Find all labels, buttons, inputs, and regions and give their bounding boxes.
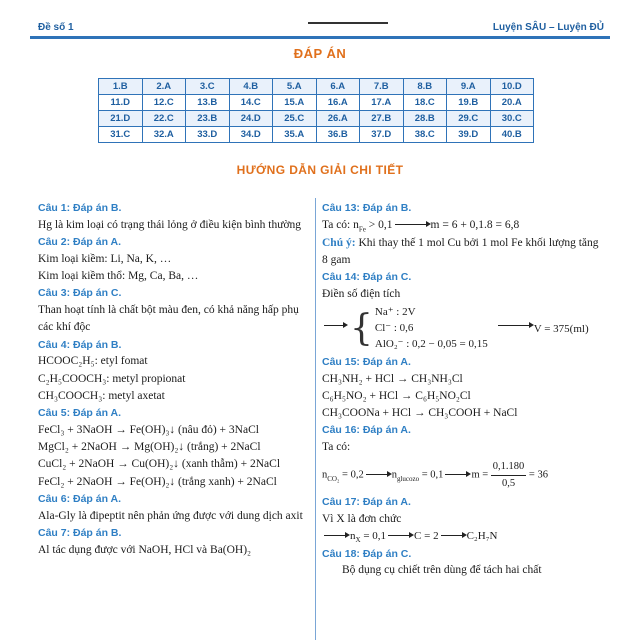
equation-part: = 0,1 <box>419 470 444 482</box>
equation: FeCl₂ + 2NaOH → Fe(OH)₂↓ (trắng xanh) + 2NaCl <box>38 475 277 488</box>
solution-title: HƯỚNG DẪN GIẢI CHI TIẾT <box>236 163 404 177</box>
answer-cell: 34.D <box>229 127 273 143</box>
solution-text: Kim loại kiềm: Li, Na, K, … <box>38 252 172 265</box>
solution-text: C₂H₅COOCH₃: metyl propionat <box>38 372 186 385</box>
note-label: Chú ý: <box>322 236 356 249</box>
right-column <box>322 200 604 580</box>
answer-cell: 19.B <box>447 95 491 111</box>
answer-table <box>98 78 534 143</box>
answer-cell: 13.B <box>186 95 230 111</box>
equation-part: Ta có: n <box>322 218 359 231</box>
system-lines <box>375 305 488 353</box>
fraction-numerator: 0,1.180 <box>491 459 527 476</box>
answer-cell: 26.A <box>316 111 360 127</box>
answer-cell: 24.D <box>229 111 273 127</box>
answer-cell: 39.D <box>447 127 491 143</box>
equation <box>322 528 604 546</box>
header-right: Luyện SÂU – Luyện ĐỦ <box>492 22 604 33</box>
arrow-icon <box>441 535 465 536</box>
equation: CH₃COONa + HCl → CH₃COOH + NaCl <box>322 407 518 420</box>
system-line: Na⁺ : 2V <box>374 306 416 319</box>
question-heading: Câu 5: Đáp án A. <box>38 407 122 419</box>
equation: CuCl₂ + 2NaOH → Cu(OH)₂↓ (xanh thẫm) + 2NaCl <box>38 458 281 471</box>
answer-cell: 25.C <box>273 111 317 127</box>
answer-cell: 17.A <box>360 95 404 111</box>
question-heading: Câu 6: Đáp án A. <box>38 492 122 505</box>
answer-row <box>99 111 534 127</box>
question-heading: Câu 1: Đáp án B. <box>38 202 122 214</box>
equation-part: n <box>322 470 328 482</box>
left-column <box>38 200 308 559</box>
note-text: Khi thay thế 1 mol Cu bởi 1 mol Fe khối lượng tăng 8 gam <box>322 236 599 266</box>
brace-icon: { <box>350 307 373 349</box>
answer-cell: 32.A <box>142 127 186 143</box>
solution-text: Điền số điện tích <box>322 287 401 300</box>
arrow-icon <box>324 325 346 326</box>
answer-cell: 16.A <box>316 95 360 111</box>
answer-cell: 40.B <box>490 127 534 143</box>
solution-text: Hg là kim loại có trạng thái lỏng ở điều kiện bình thường <box>38 218 302 231</box>
question-heading: Câu 14: Đáp án C. <box>322 271 412 284</box>
solution-text: Vì X là đơn chức <box>322 512 402 525</box>
question-heading: Câu 4: Đáp án B. <box>38 338 122 351</box>
answer-cell: 7.B <box>360 79 404 95</box>
answer-cell: 9.A <box>447 79 491 95</box>
answer-cell: 27.B <box>360 111 404 127</box>
answer-cell: 4.B <box>229 79 273 95</box>
question-heading: Câu 13: Đáp án B. <box>322 202 412 214</box>
answer-cell: 21.D <box>99 111 143 127</box>
equation: C₆H₅NO₂ + HCl → C₆H₅NO₂Cl <box>322 389 471 402</box>
solution-text: Ta có: <box>322 441 351 454</box>
arrow-icon <box>445 474 469 475</box>
answer-cell: 12.C <box>142 95 186 111</box>
fraction-denominator: 0,5 <box>501 478 516 490</box>
answer-cell: 31.C <box>99 127 143 143</box>
question-heading: Câu 16: Đáp án A. <box>322 424 411 437</box>
answer-cell: 15.A <box>273 95 317 111</box>
solution-text: Al tác dụng được với NaOH, HCl và Ba(OH)₂ <box>38 543 252 556</box>
question-heading: Câu 15: Đáp án A. <box>322 355 411 368</box>
solution-text: Bộ dụng cụ chiết trên dùng để tách hai chất <box>342 564 542 577</box>
system-line: Cl⁻ : 0,6 <box>374 321 414 334</box>
equation-part: n <box>391 470 397 482</box>
equation: MgCl₂ + 2NaOH → Mg(OH)₂↓ (trắng) + 2NaCl <box>38 441 261 453</box>
solution-text: Kim loại kiềm thổ: Mg, Ca, Ba, … <box>38 270 199 282</box>
equation-part: > 0,1 <box>365 218 393 231</box>
answer-cell: 10.D <box>490 79 534 95</box>
question-heading: Câu 17: Đáp án A. <box>322 495 411 508</box>
arrow-icon <box>366 474 390 475</box>
answer-cell: 5.A <box>273 79 317 95</box>
question-heading: Câu 2: Đáp án A. <box>38 236 122 248</box>
answer-cell: 33.D <box>186 127 230 143</box>
solution-text: HCOOC₂H₅: etyl fomat <box>38 355 148 368</box>
equation <box>322 217 604 235</box>
answer-row <box>99 95 534 111</box>
fraction <box>491 459 527 492</box>
answer-cell: 38.C <box>403 127 447 143</box>
arrow-icon <box>388 535 412 536</box>
header-left: Đề số 1 <box>38 22 74 33</box>
subscript: Fe <box>358 225 366 234</box>
equation-part: m = 6 + 0,1.8 = 6,8 <box>430 218 520 231</box>
answer-cell: 20.A <box>490 95 534 111</box>
answer-cell: 35.A <box>273 127 317 143</box>
equation-part: C₂H₇N <box>466 529 498 542</box>
subscript: X <box>355 536 361 545</box>
arrow-icon <box>324 535 348 536</box>
charge-system <box>322 305 604 353</box>
answer-cell: 2.A <box>142 79 186 95</box>
equation-result: V = 375(ml) <box>533 322 589 335</box>
answer-cell: 30.C <box>490 111 534 127</box>
equation-part: m = <box>471 470 491 482</box>
answer-cell: 36.B <box>316 127 360 143</box>
question-heading: Câu 3: Đáp án C. <box>38 287 122 300</box>
answer-cell: 8.B <box>403 79 447 95</box>
header-rule <box>30 36 610 39</box>
equation: FeCl₃ + 3NaOH → Fe(OH)₃↓ (nâu đỏ) + 3NaCl <box>38 423 259 436</box>
subscript: glucozo <box>396 475 420 484</box>
answer-cell: 3.C <box>186 79 230 95</box>
arrow-icon <box>498 325 532 326</box>
column-divider <box>315 198 316 640</box>
header-tick-mark <box>308 22 388 24</box>
equation-part: = 36 <box>526 470 548 482</box>
answer-cell: 23.B <box>186 111 230 127</box>
answer-row <box>99 79 534 95</box>
answer-cell: 14.C <box>229 95 273 111</box>
arrow-icon <box>395 224 429 225</box>
equation-part: C = 2 <box>414 529 439 542</box>
answer-cell: 1.B <box>99 79 143 95</box>
answer-title: ĐÁP ÁN <box>293 46 347 61</box>
equation-part: = 0,1 <box>360 529 387 542</box>
page-header <box>30 22 610 38</box>
equation: CH₃NH₂ + HCl → CH₃NH₃Cl <box>322 372 463 385</box>
answer-cell: 22.C <box>142 111 186 127</box>
answer-cell: 18.C <box>403 95 447 111</box>
solution-text: CH₃COOCH₃: metyl axetat <box>38 389 165 402</box>
answer-cell: 37.D <box>360 127 404 143</box>
solution-text: Than hoạt tính là chất bột màu đen, có khả năng hấp phụ các khí độc <box>38 304 299 334</box>
subscript: CO₂ <box>327 475 340 484</box>
answer-cell: 6.A <box>316 79 360 95</box>
question-heading: Câu 18: Đáp án C. <box>322 547 412 560</box>
answer-cell: 11.D <box>99 95 143 111</box>
answer-cell: 29.C <box>447 111 491 127</box>
answer-cell: 28.B <box>403 111 447 127</box>
solution-text: Ala-Gly là đipeptit nên phản ứng được với dung dịch axit <box>38 509 303 522</box>
system-line: AlO₂⁻ : 0,2 − 0,05 = 0,15 <box>374 337 488 350</box>
question-heading: Câu 7: Đáp án B. <box>38 526 122 539</box>
answer-row <box>99 127 534 143</box>
equation-part: n <box>350 529 356 542</box>
equation <box>322 459 604 492</box>
equation-part: = 0,2 <box>339 470 364 482</box>
note <box>322 235 604 270</box>
